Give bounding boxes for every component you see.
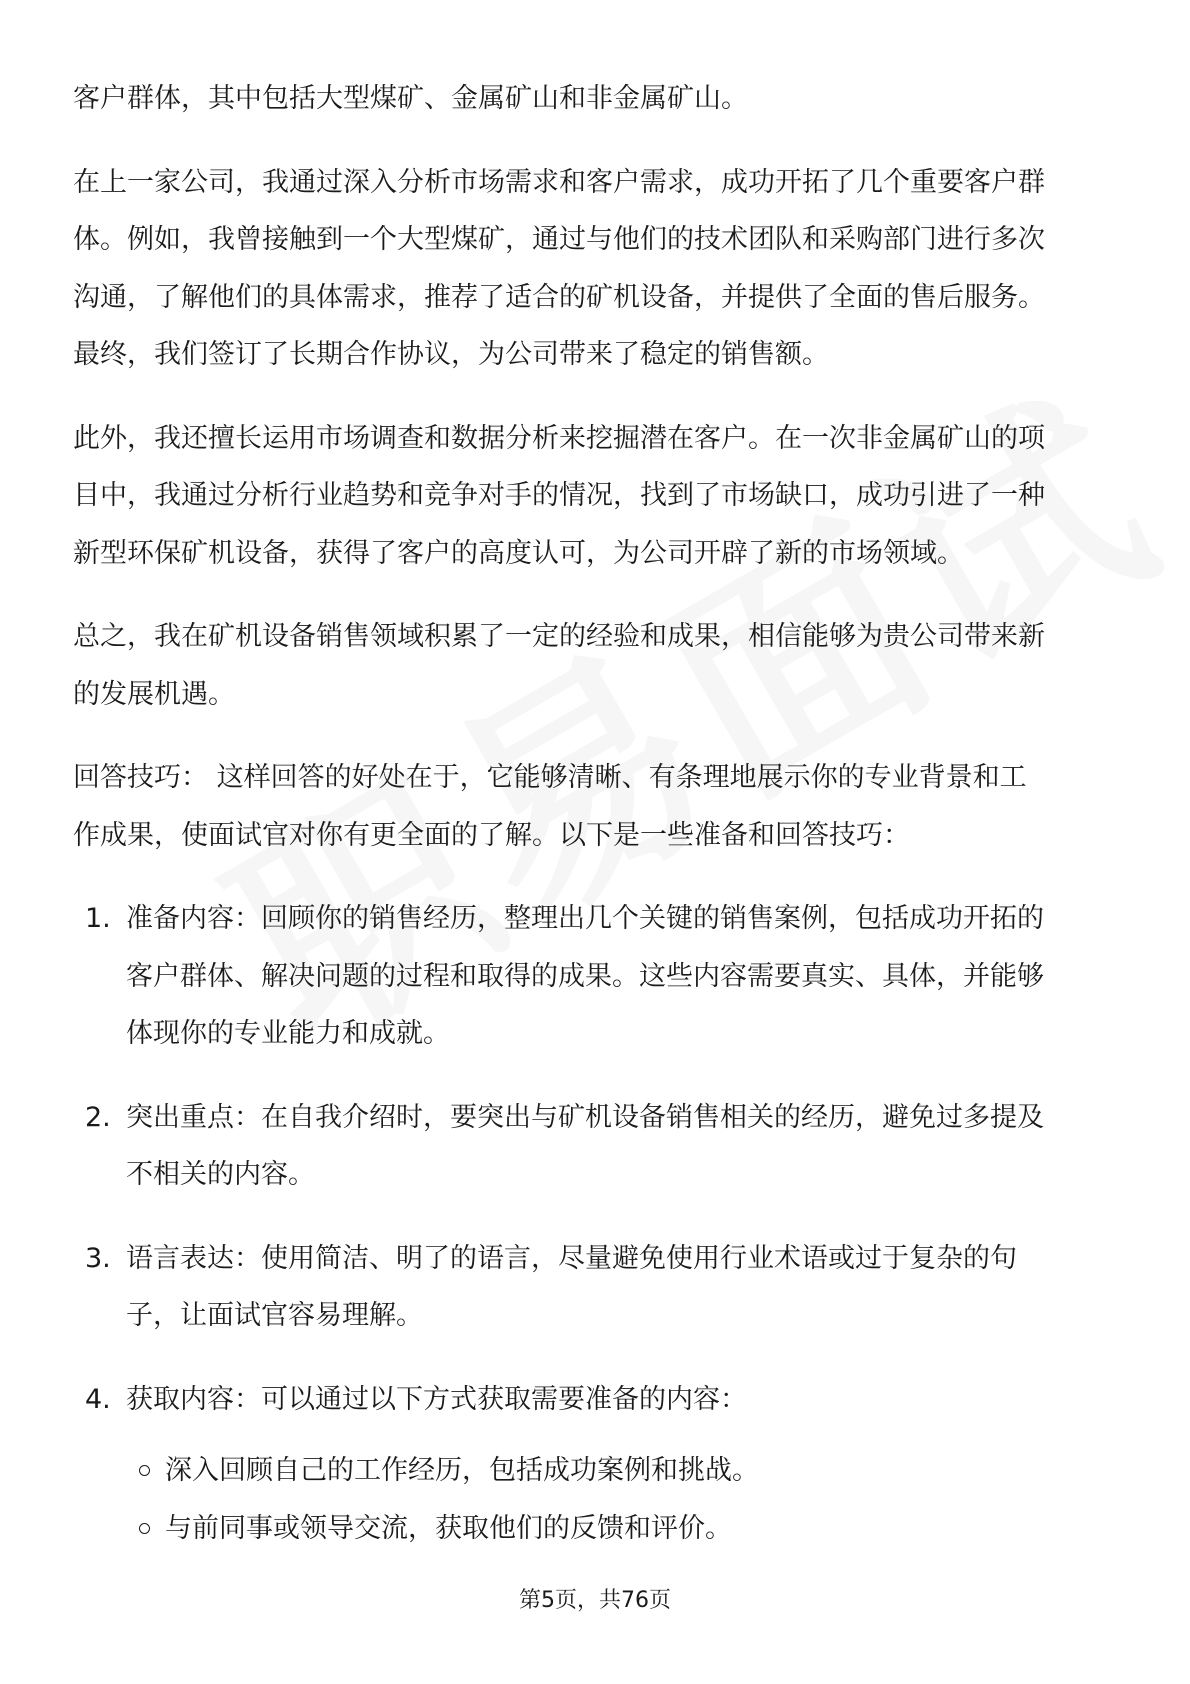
sub-list-item-text: 与前同事或领导交流，获取他们的反馈和评价。 bbox=[165, 1512, 732, 1544]
paragraph-4: 总之，我在矿机设备销售领域积累了一定的经验和成果，相信能够为贵公司带来新的发展机遇。 bbox=[73, 621, 1045, 710]
list-number: 4. bbox=[85, 1383, 111, 1415]
list-item-text: 突出重点：在自我介绍时，要突出与矿机设备销售相关的经历，避免过多提及不相关的内容。 bbox=[126, 1101, 1044, 1190]
list-number: 1. bbox=[85, 903, 111, 934]
list-item-text: 准备内容：回顾你的销售经历，整理出几个关键的销售案例，包括成功开拓的客户群体、解决问题的过程和取得的成果。这些内容需要真实、具体，并能够体现你的专业能力和成就。 bbox=[126, 903, 1044, 1049]
paragraph-3: 此外，我还擅长运用市场调查和数据分析来挖掘潜在客户。在一次非金属矿山的项目中，我通过分析行业趋势和竞争对手的情况，找到了市场缺口，成功引进了一种新型环保矿机设备，获得了客户的高度认可，为公司开辟了新的市场领域。 bbox=[73, 422, 1045, 569]
sub-list-item-text: 深入回顾自己的工作经历，包括成功案例和挑战。 bbox=[165, 1455, 759, 1486]
list-item bbox=[73, 1089, 1053, 1204]
list-item bbox=[73, 890, 1053, 1063]
paragraph-2: 在上一家公司，我通过深入分析市场需求和客户需求，成功开拓了几个重要客户群体。例如，我曾接触到一个大型煤矿，通过与他们的技术团队和采购部门进行多次沟通，了解他们的具体需求，推荐了适合的矿机设备，并提供了全面的售后服务。最终，我们签订了长期合作协议，为公司带来了稳定的销售额。 bbox=[73, 166, 1045, 370]
paragraph-1: 客户群体，其中包括大型煤矿、金属矿山和非金属矿山。 bbox=[73, 83, 748, 114]
document-body bbox=[73, 70, 1133, 1583]
tips-list bbox=[73, 890, 1133, 1557]
list-item-text: 语言表达：使用简洁、明了的语言，尽量避免使用行业术语或过于复杂的句子，让面试官容易理解。 bbox=[126, 1242, 1017, 1331]
tips-intro: 回答技巧： 这样回答的好处在于，它能够清晰、有条理地展示你的专业背景和工作成果，使面试官对你有更全面的了解。以下是一些准备和回答技巧： bbox=[73, 762, 1027, 851]
sub-list bbox=[73, 1442, 1053, 1557]
list-item bbox=[73, 1371, 1053, 1558]
list-number: 2. bbox=[85, 1101, 111, 1133]
sub-list-item bbox=[139, 1500, 1053, 1558]
list-item-text: 获取内容：可以通过以下方式获取需要准备的内容： bbox=[126, 1383, 747, 1415]
list-number: 3. bbox=[85, 1242, 111, 1274]
sub-list-item bbox=[139, 1442, 1053, 1500]
page-number: 第5页，共76页 bbox=[519, 1588, 671, 1613]
list-item bbox=[73, 1230, 1026, 1345]
circle-bullet-icon bbox=[139, 1523, 150, 1534]
circle-bullet-icon bbox=[139, 1465, 150, 1476]
